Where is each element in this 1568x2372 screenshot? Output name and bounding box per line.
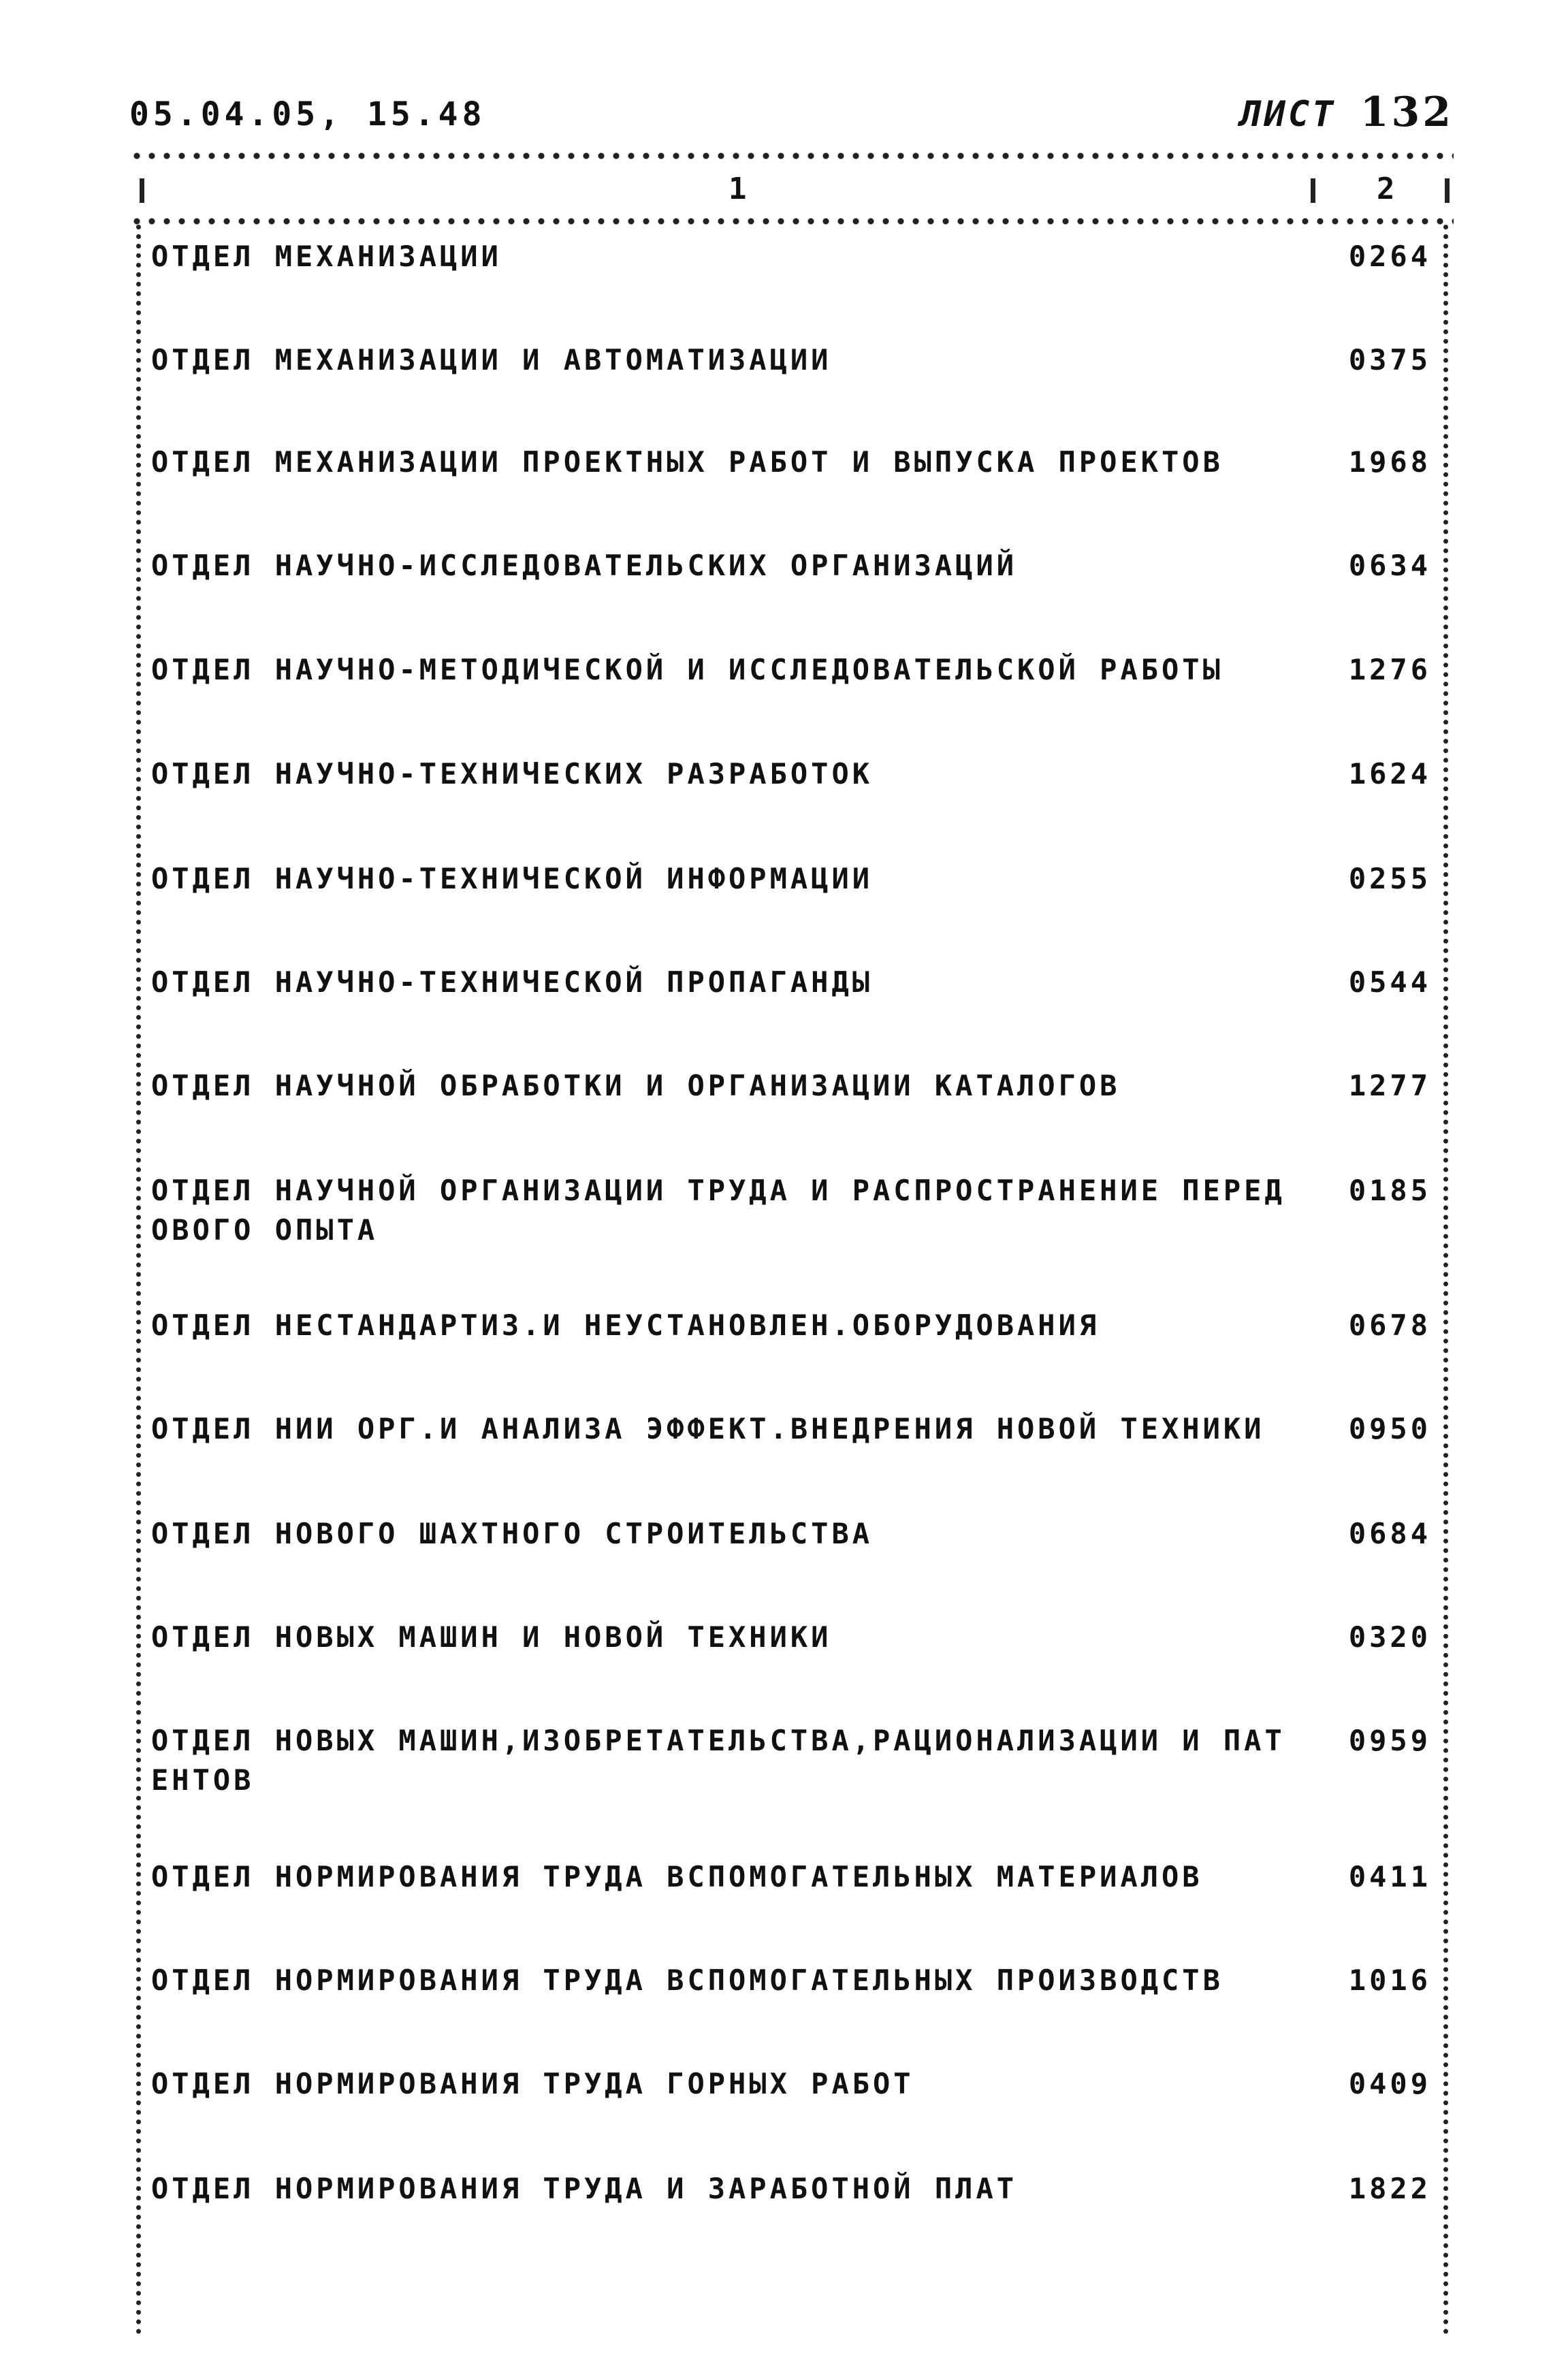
- table-border-right: [1443, 225, 1448, 2335]
- department-name: ОТДЕЛ НОРМИРОВАНИЯ ТРУДА ВСПОМОГАТЕЛЬНЫХ МАТЕРИАЛОВ: [151, 1860, 1203, 1893]
- department-code: 0678: [1348, 1309, 1431, 1342]
- column-divider-middle: [1311, 178, 1315, 203]
- department-name: ОТДЕЛ НОВОГО ШАХТНОГО СТРОИТЕЛЬСТВА: [151, 1517, 874, 1550]
- department-code: 1277: [1348, 1069, 1431, 1102]
- department-name: ОТДЕЛ НОРМИРОВАНИЯ ТРУДА ВСПОМОГАТЕЛЬНЫХ ПРОИЗВОДСТВ: [151, 1964, 1223, 1997]
- column-divider-right: [1445, 178, 1450, 203]
- department-code: 0255: [1348, 862, 1431, 895]
- department-code: 1624: [1348, 757, 1431, 790]
- department-code: 0411: [1348, 1860, 1431, 1893]
- department-name: ОТДЕЛ НИИ ОРГ.И АНАЛИЗА ЭФФЕКТ.ВНЕДРЕНИЯ НОВОЙ ТЕХНИКИ: [151, 1412, 1265, 1445]
- print-datetime: 05.04.05, 15.48: [129, 95, 486, 133]
- department-name: ОТДЕЛ НЕСТАНДАРТИЗ.И НЕУСТАНОВЛЕН.ОБОРУДОВАНИЯ: [151, 1309, 1100, 1342]
- department-name: ОТДЕЛ НАУЧНО-ТЕХНИЧЕСКОЙ ПРОПАГАНДЫ: [151, 965, 874, 999]
- department-name: ОТДЕЛ НОРМИРОВАНИЯ ТРУДА ГОРНЫХ РАБОТ: [151, 2067, 914, 2100]
- department-code: 0264: [1348, 240, 1431, 273]
- department-code: 1016: [1348, 1964, 1431, 1997]
- department-name: ОТДЕЛ НАУЧНОЙ ОРГАНИЗАЦИИ ТРУДА И РАСПРОСТРАНЕНИЕ ПЕРЕД ОВОГО ОПЫТА: [151, 1174, 1285, 1247]
- department-name: ОТДЕЛ НАУЧНО-МЕТОДИЧЕСКОЙ И ИССЛЕДОВАТЕЛЬСКОЙ РАБОТЫ: [151, 653, 1223, 686]
- department-code: 0185: [1348, 1174, 1431, 1207]
- department-name: ОТДЕЛ МЕХАНИЗАЦИИ И АВТОМАТИЗАЦИИ: [151, 343, 832, 376]
- department-name: ОТДЕЛ НОВЫХ МАШИН,ИЗОБРЕТАТЕЛЬСТВА,РАЦИОНАЛИЗАЦИИ И ПАТ ЕНТОВ: [151, 1724, 1285, 1797]
- column-divider-left: [140, 178, 144, 203]
- department-code: 0950: [1348, 1412, 1431, 1445]
- department-name: ОТДЕЛ МЕХАНИЗАЦИИ ПРОЕКТНЫХ РАБОТ И ВЫПУСКА ПРОЕКТОВ: [151, 445, 1223, 479]
- department-name: ОТДЕЛ НАУЧНО-ТЕХНИЧЕСКИХ РАЗРАБОТОК: [151, 757, 874, 790]
- sheet-number-value: 132: [1360, 89, 1454, 136]
- column-header-2: 2: [1377, 172, 1395, 206]
- department-code: 0375: [1348, 343, 1431, 376]
- sheet-label: ЛИСТ: [1240, 94, 1337, 135]
- department-name: ОТДЕЛ НАУЧНОЙ ОБРАБОТКИ И ОРГАНИЗАЦИИ КАТАЛОГОВ: [151, 1069, 1121, 1102]
- sheet-number: [1240, 89, 1454, 136]
- department-name: ОТДЕЛ НОВЫХ МАШИН И НОВОЙ ТЕХНИКИ: [151, 1620, 832, 1654]
- department-name: ОТДЕЛ НАУЧНО-ТЕХНИЧЕСКОЙ ИНФОРМАЦИИ: [151, 862, 874, 895]
- department-code: 0544: [1348, 965, 1431, 999]
- department-code: 0634: [1348, 549, 1431, 582]
- department-code: 0959: [1348, 1724, 1431, 1757]
- department-name: ОТДЕЛ МЕХАНИЗАЦИИ: [151, 240, 502, 273]
- department-code: 0409: [1348, 2067, 1431, 2100]
- asterisk-separator-header: [129, 217, 1454, 226]
- department-name: ОТДЕЛ НАУЧНО-ИССЛЕДОВАТЕЛЬСКИХ ОРГАНИЗАЦИЙ: [151, 549, 1018, 582]
- department-code: 1968: [1348, 445, 1431, 479]
- department-name: ОТДЕЛ НОРМИРОВАНИЯ ТРУДА И ЗАРАБОТНОЙ ПЛАТ: [151, 2172, 1018, 2205]
- table-border-left: [136, 225, 141, 2335]
- department-code: 0684: [1348, 1517, 1431, 1550]
- department-code: 1822: [1348, 2172, 1431, 2205]
- department-code: 0320: [1348, 1620, 1431, 1654]
- column-header-1: 1: [729, 172, 747, 206]
- asterisk-separator-top: [129, 151, 1454, 161]
- department-code: 1276: [1348, 653, 1431, 686]
